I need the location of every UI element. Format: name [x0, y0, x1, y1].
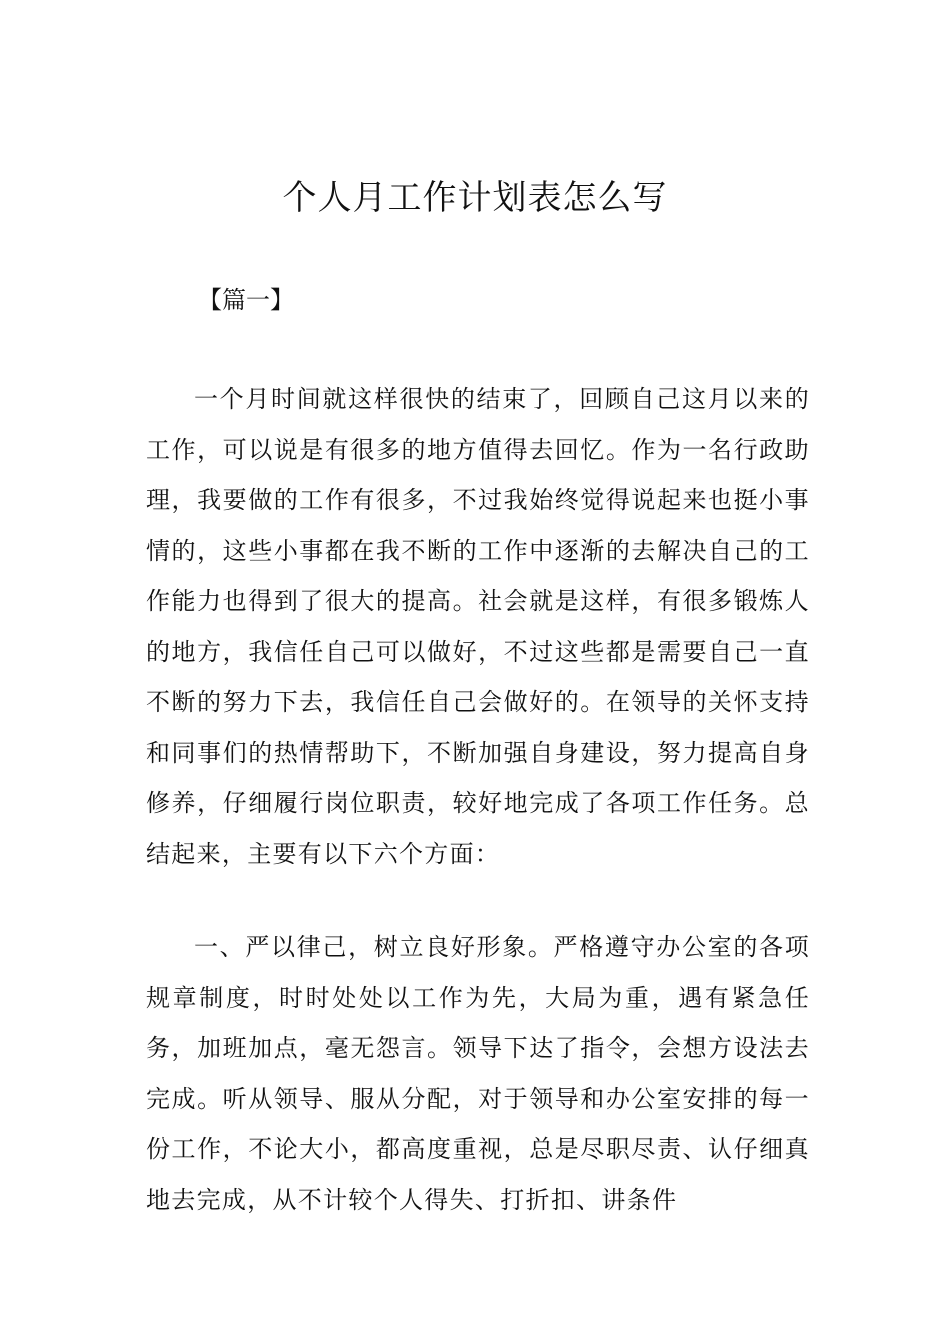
section-label: 【篇一】 — [198, 286, 294, 314]
body-paragraph: 一、严以律己，树立良好形象。严格遵守办公室的各项规章制度，时时处处以工作为先，大局为重，遇有紧急任务，加班加点，毫无怨言。领导下达了指令，会想方设法去完成。听从领导、服从分配，对于领导和办公室安排的每一份工作，不论大小，都高度重视，总是尽职尽责、认仔细真地去完成，从不计较个人得失、打折扣、讲条件 — [146, 933, 810, 1214]
body-paragraph: 一个月时间就这样很快的结束了，回顾自己这月以来的工作，可以说是有很多的地方值得去回忆。作为一名行政助理，我要做的工作有很多，不过我始终觉得说起来也挺小事情的，这些小事都在我不断的工作中逐渐的去解决自己的工作能力也得到了很大的提高。社会就是这样，有很多锻炼人的地方，我信任自己可以做好，不过这些都是需要自己一直不断的努力下去，我信任自己会做好的。在领导的关怀支持和同事们的热情帮助下，不断加强自身建设，努力提高自身修养，仔细履行岗位职责，较好地完成了各项工作任务。总结起来，主要有以下六个方面： — [146, 385, 810, 868]
document-title: 个人月工作计划表怎么写 — [282, 178, 668, 218]
